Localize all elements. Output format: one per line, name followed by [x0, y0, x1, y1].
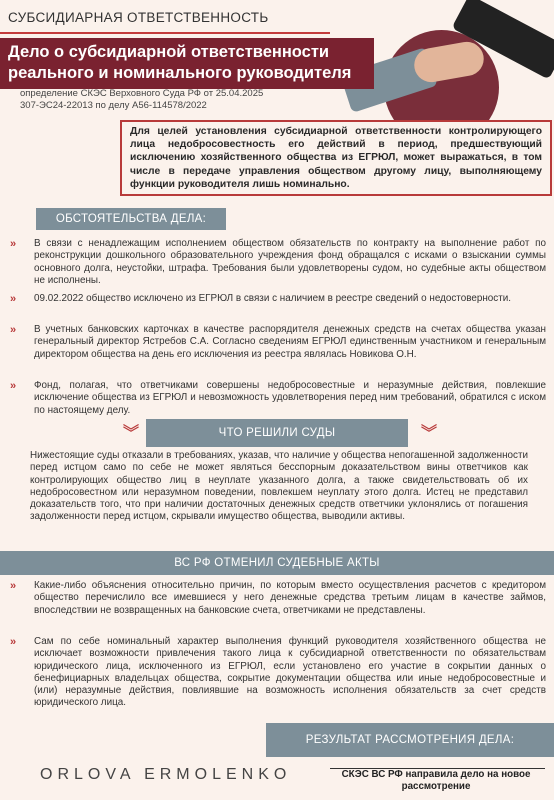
double-chevron-right-icon: »: [10, 238, 17, 250]
list-item-text: Какие-либо объяснения относительно причин, по которым вместо осуществления расчетов с кредитором общество перечислило все имевшиеся у него денежные средства третьим лицам в качестве займов, впоследствии не возвращенных на банковские счета, ответчиками не представлены.: [34, 580, 546, 616]
double-chevron-right-icon: »: [10, 293, 17, 305]
source-citation: [20, 88, 263, 111]
circumstances-heading: ОБСТОЯТЕЛЬСТВА ДЕЛА:: [36, 208, 226, 230]
list-item: [10, 238, 546, 287]
page-title-line2: реального и номинального руководителя: [8, 64, 352, 82]
list-item-text: В учетных банковских карточках в качестве распорядителя денежных средств на счетах общества указан генеральный директор Ястребов С.А. Согласно сведениям ЕГРЮЛ единственным участником и генеральным директором общества на день его исключения из реестра являлась Новикова О.Н.: [34, 324, 546, 360]
double-chevron-right-icon: »: [10, 324, 17, 336]
double-chevron-down-icon: ︾: [420, 425, 437, 442]
source-line1: определение СКЭС Верховного Суда РФ от 25.04.2025: [20, 88, 264, 99]
double-chevron-right-icon: »: [10, 380, 17, 392]
result-heading: РЕЗУЛЬТАТ РАССМОТРЕНИЯ ДЕЛА:: [266, 723, 554, 757]
list-item-text: В связи с ненадлежащим исполнением обществом обязательств по контракту на выполнение работ по реконструкции дошкольного образовательного учреждения фонд обращался с исками о взыскании суммы основного долга, неустойки, штрафа. Требования были удовлетворены судом, но судебные акты обществом не исполнены.: [34, 238, 546, 286]
key-position-box: Для целей установления субсидиарной ответственности контролирующего лица недобросовестность его действий в период, предшествующий исключению хозяйственного общества из ЕГРЮЛ, может выражаться, в том числе в передаче управления обществом другому лицу, выполняющему функции руководителя лишь номинально.: [120, 120, 552, 196]
firm-logo: ORLOVA ERMOLENKO: [40, 766, 292, 783]
list-item: [10, 293, 546, 305]
list-item-text: 09.02.2022 общество исключено из ЕГРЮЛ в связи с наличием в реестре сведений о недостоверности.: [34, 293, 511, 304]
list-item: [10, 580, 546, 617]
list-item-text: Сам по себе номинальный характер выполнения функций руководителя хозяйственного общества не исключает возможности привлечения такого лица к субсидиарной ответственности по обязательствам юридического лица, исключенного из ЕГРЮЛ, если установлено его участие в сокрытии данных о бенефициарных владельцах общества, сокрытие документации общества или иные недобросовестные и (или) неразумные действия, повлиявшие на возможность исполнения обязательств за счет средств юридического лица.: [34, 636, 546, 709]
page-category: СУБСИДИАРНАЯ ОТВЕТСТВЕННОСТЬ: [8, 10, 269, 25]
courts-decision-text: Нижестоящие суды отказали в требованиях, указав, что наличие у общества непогашенной задолженности перед истцом само по себе не может являться бесспорным доказательством вины ответчиков как контролирующих общество лиц в неуплате указанного долга, а также свидетельствовать об их недобросовестном или неразумном поведении, повлекшем неуплату этого долга. Истец не представил доказательств того, что при наличии достаточных денежных средств ответчики уклонялись от погашения задолженности перед истцом, скрывали имущество общества, выводили активы.: [30, 450, 528, 523]
supreme-court-heading: ВС РФ ОТМЕНИЛ СУДЕБНЫЕ АКТЫ: [0, 551, 554, 575]
list-item: [10, 636, 546, 710]
list-item: [10, 380, 546, 417]
list-item-text: Фонд, полагая, что ответчиками совершены недобросовестные и неразумные действия, повлекшие исключение общества из ЕГРЮЛ и невозможность удовлетворения перед ним требований, обратился с иском по настоящему делу.: [34, 380, 546, 416]
courts-heading: ЧТО РЕШИЛИ СУДЫ: [146, 419, 408, 447]
double-chevron-down-icon: ︾: [122, 425, 139, 442]
double-chevron-right-icon: »: [10, 636, 17, 648]
source-line2: 307-ЭС24-22013 по делу А56-114578/2022: [20, 99, 207, 111]
category-underline: [0, 32, 330, 34]
page-title: [0, 38, 374, 89]
double-chevron-right-icon: »: [10, 580, 17, 592]
result-text: СКЭС ВС РФ направила дело на новое рассмотрение: [341, 769, 531, 792]
page-title-line1: Дело о субсидиарной ответственности: [8, 43, 330, 61]
list-item: [10, 324, 546, 361]
handshake-illustration: [344, 0, 554, 120]
